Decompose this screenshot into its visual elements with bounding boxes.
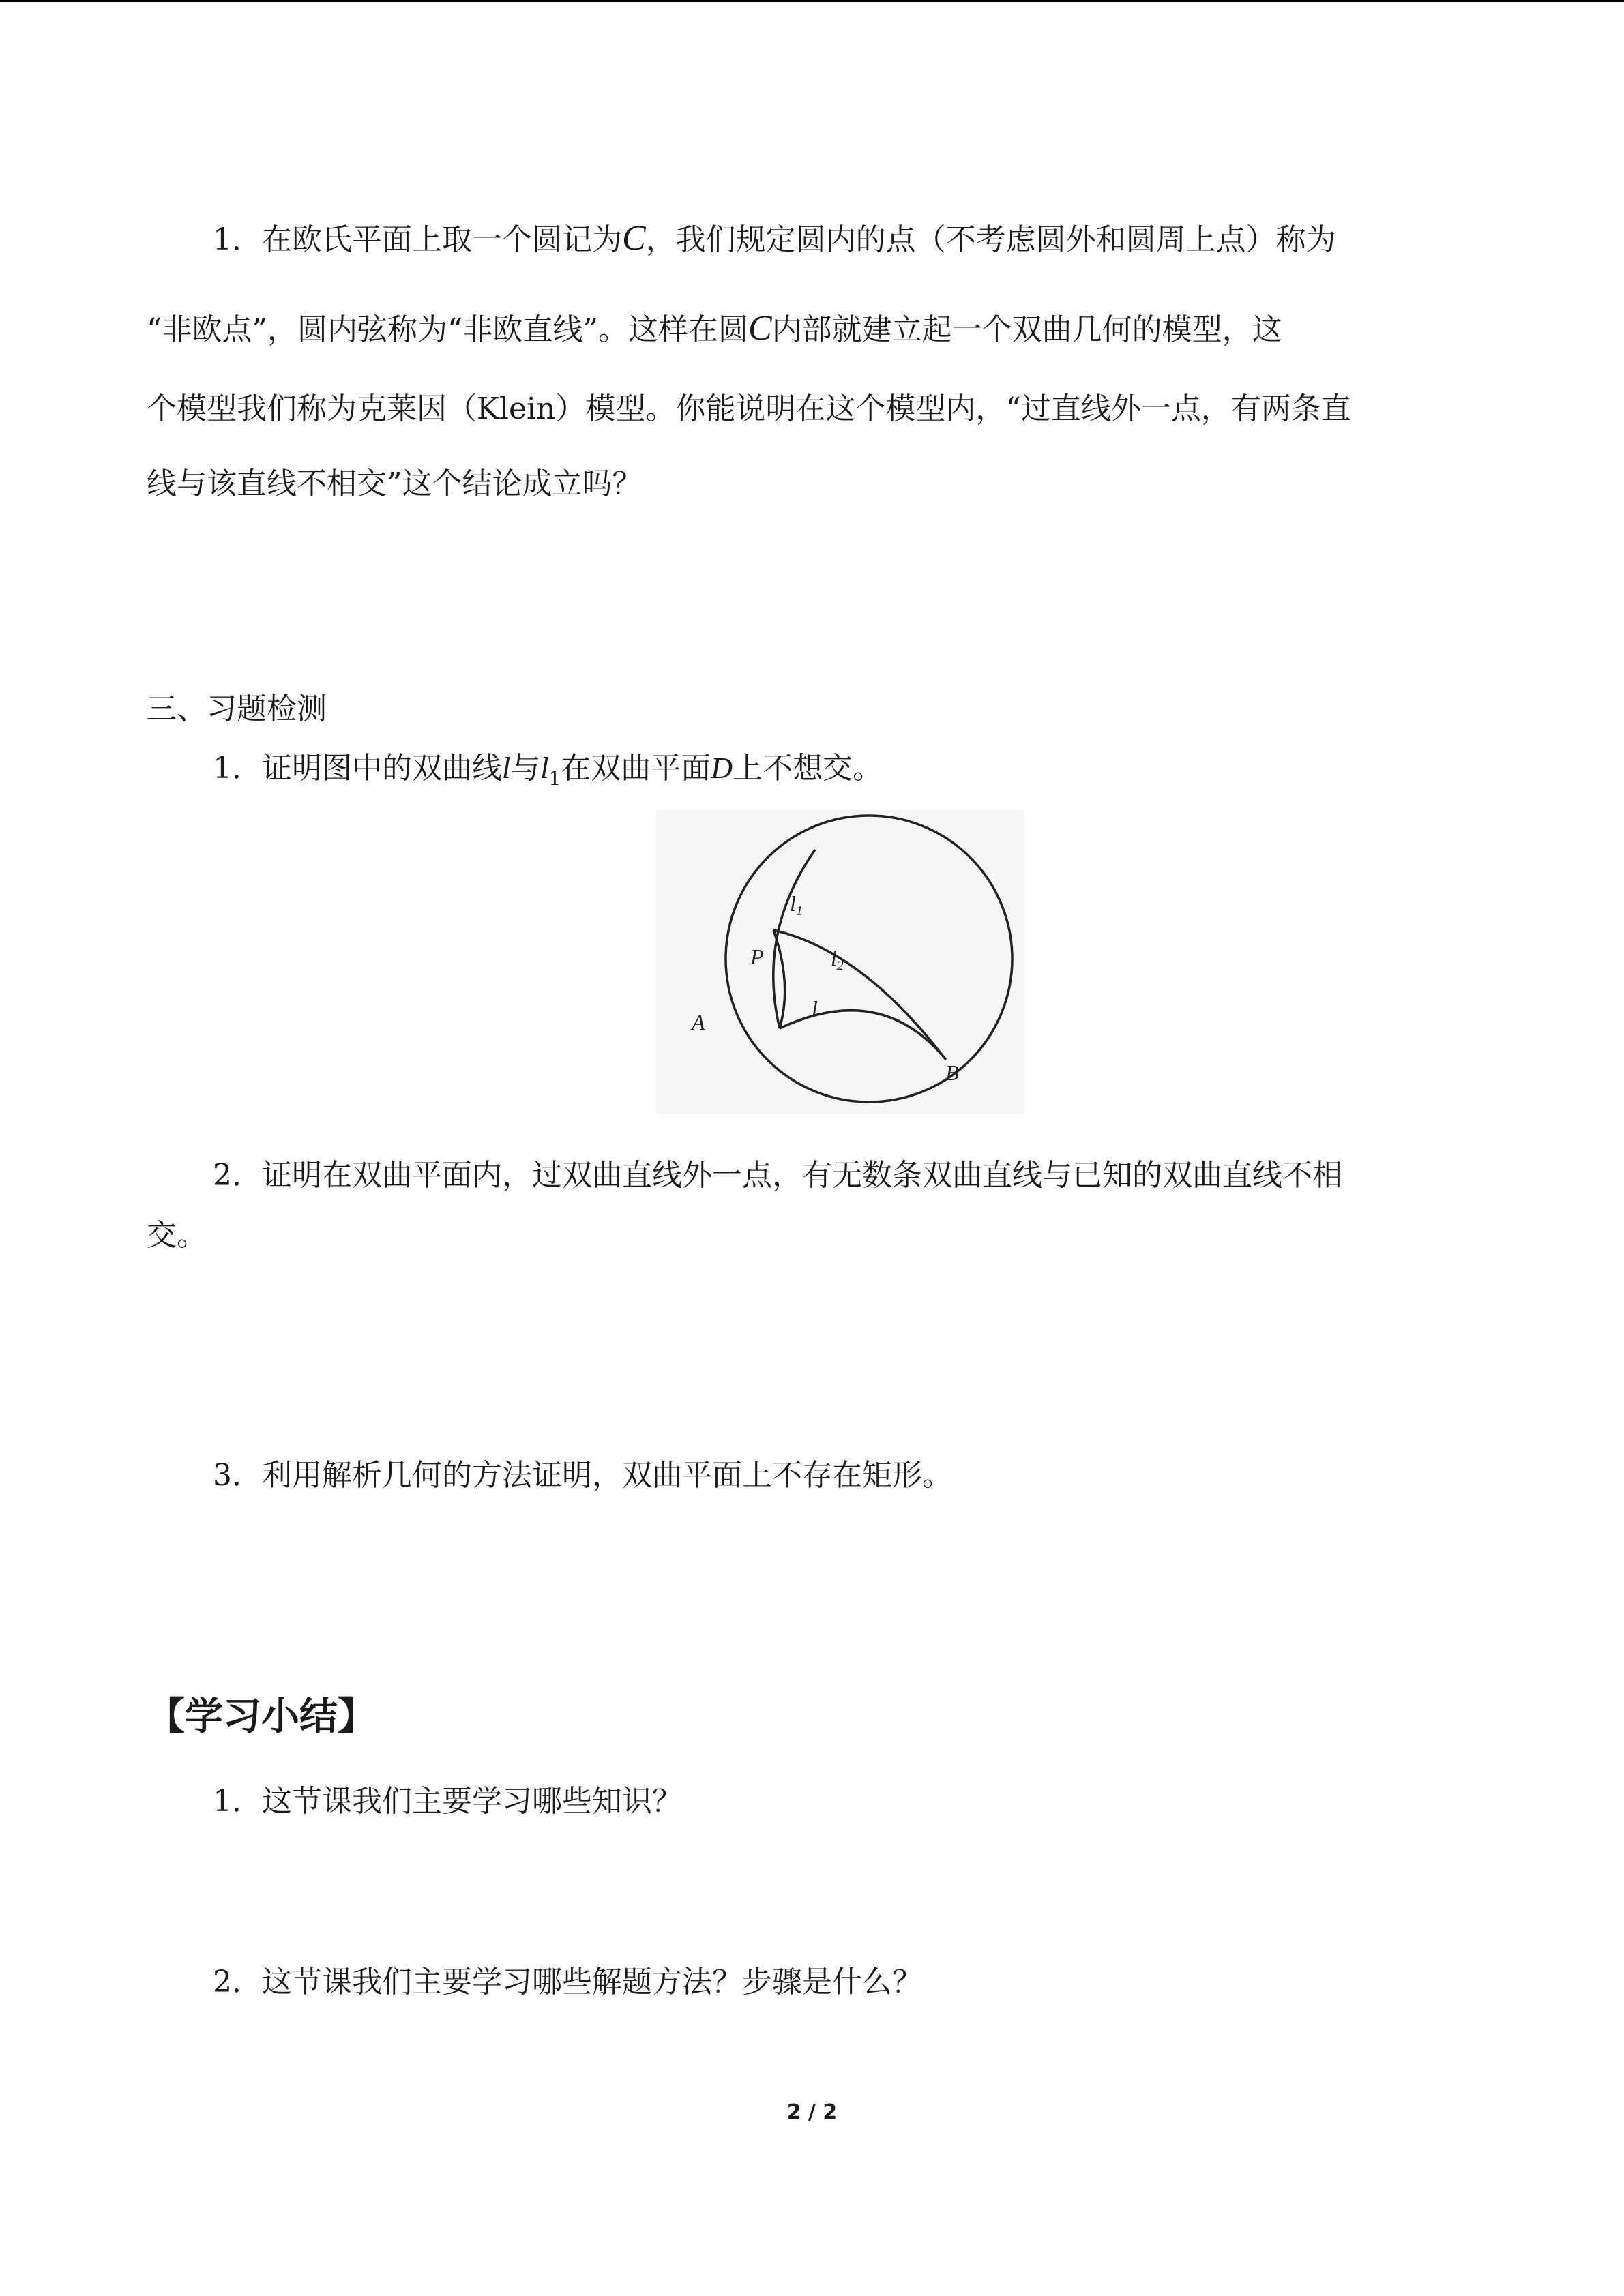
- exercise-2-line-1: 2．证明在双曲平面内，过双曲直线外一点，有无数条双曲直线与已知的双曲直线不相: [213, 1158, 1342, 1193]
- summary-q2: 2．这节课我们主要学习哪些解题方法？步骤是什么？: [213, 1965, 922, 1999]
- page-number: 2 / 2: [786, 2100, 838, 2124]
- section-title: 三、习题检测: [147, 691, 327, 726]
- hyperbolic-disk-figure: [656, 810, 1024, 1114]
- var-c: C: [622, 219, 646, 258]
- summary-q1: 1．这节课我们主要学习哪些知识？: [213, 1784, 682, 1819]
- var-c-2: C: [748, 309, 772, 348]
- exercise-1: 1．证明图中的双曲线l与$l_1$在双曲平面D上不想交。: [213, 751, 883, 790]
- q1-line-4: 线与该直线不相交”这个结论成立吗？: [147, 466, 643, 501]
- label-l1: l1: [790, 891, 803, 919]
- label-b: B: [945, 1060, 959, 1085]
- top-border: [0, 0, 1624, 2]
- exercise-2-line-2: 交。: [147, 1218, 207, 1253]
- label-l: l: [812, 996, 818, 1021]
- exercise-3: 3．利用解析几何的方法证明，双曲平面上不存在矩形。: [213, 1458, 952, 1493]
- label-l2: l2: [831, 946, 844, 973]
- q1-line-3: 个模型我们称为克莱因（Klein）模型。你能说明在这个模型内，“过直线外一点，有两条直: [147, 391, 1351, 426]
- label-p: P: [750, 944, 764, 969]
- label-a: A: [692, 1010, 705, 1034]
- q1-line-2: “非欧点”，圆内弦称为“非欧直线”。这样在圆C内部就建立起一个双曲几何的模型，这: [147, 309, 1282, 348]
- q1-line-1: 1．在欧氏平面上取一个圆记为C，我们规定圆内的点（不考虑圆外和圆周上点）称为: [213, 219, 1336, 258]
- summary-heading: 【学习小结】: [147, 1695, 376, 1739]
